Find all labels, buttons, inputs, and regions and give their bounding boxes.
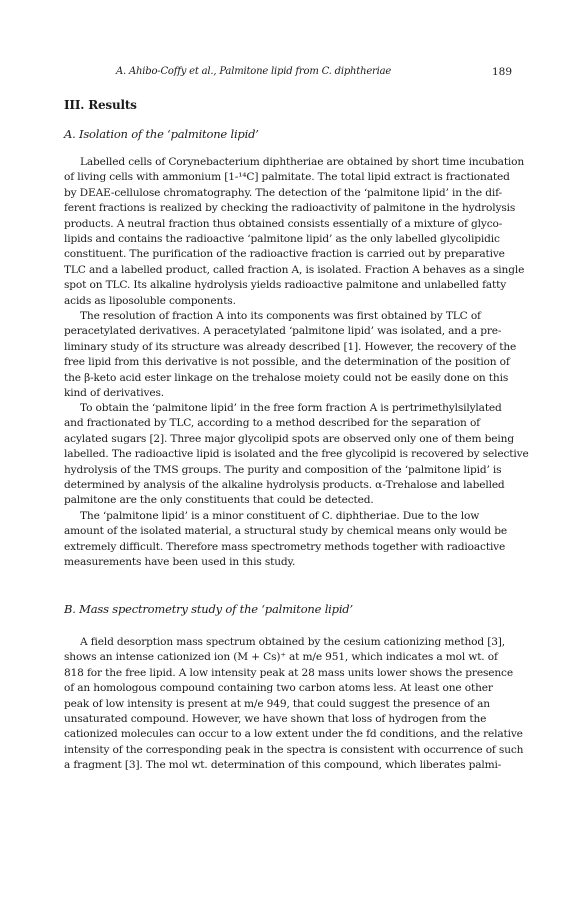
text-line: products. A neutral fraction thus obtained consists essentially of a mixture of glyco- xyxy=(64,217,503,230)
subsection-heading-mass-spectrometry: B. Mass spectrometry study of the ‘palmitone lipid’ xyxy=(64,602,353,616)
subsection-heading-isolation: A. Isolation of the ‘palmitone lipid’ xyxy=(64,127,259,141)
text-line: of an homologous compound containing two carbon atoms less. At least one other xyxy=(64,682,493,695)
text-line: constituent. The purification of the radioactive fraction is carried out by preparative xyxy=(64,248,505,261)
text-line: 818 for the free lipid. A low intensity peak at 28 mass units lower shows the presence xyxy=(64,666,513,679)
text-line: a fragment [3]. The mol wt. determination of this compound, which liberates palmi- xyxy=(64,759,502,772)
paragraph-minor-constituent xyxy=(64,509,524,571)
text-line: A field desorption mass spectrum obtained by the cesium cationizing method [3], xyxy=(80,636,505,648)
paragraph-field-desorption xyxy=(64,635,524,774)
text-line: measurements have been used in this study. xyxy=(64,556,296,569)
text-line: extremely difficult. Therefore mass spectrometry methods together with radioactive xyxy=(64,540,506,553)
text-line: palmitone are the only constituents that could be detected. xyxy=(64,494,374,507)
text-line: labelled. The radioactive lipid is isolated and the free glycolipid is recovered by selective xyxy=(64,448,529,461)
text-line: lipids and contains the radioactive ‘palmitone lipid’ as the only labelled glycolipidic xyxy=(64,232,500,245)
text-line: cationized molecules can occur to a low extent under the fd conditions, and the relative xyxy=(64,728,523,741)
text-line: free lipid from this derivative is not possible, and the determination of the position of xyxy=(64,356,510,369)
text-line: hydrolysis of the TMS groups. The purity and composition of the ‘palmitone lipid’ is xyxy=(64,463,502,476)
text-line: by DEAE-cellulose chromatography. The detection of the ‘palmitone lipid’ in the dif- xyxy=(64,186,502,199)
text-line: of living cells with ammonium [1-¹⁴C] palmitate. The total lipid extract is fractionated xyxy=(64,171,510,184)
running-head xyxy=(64,66,516,80)
paragraph-free-form xyxy=(64,401,529,509)
paragraph-labelled-cells xyxy=(64,155,524,309)
text-line: amount of the isolated material, a structural study by chemical means only would be xyxy=(64,525,508,538)
text-line: determined by analysis of the alkaline hydrolysis products. α-Trehalose and labelled xyxy=(64,478,505,491)
text-line: To obtain the ‘palmitone lipid’ in the free form fraction A is pertrimethylsilylated xyxy=(80,402,502,414)
text-line: Labelled cells of Corynebacterium diphtheriae are obtained by short time incubation xyxy=(80,156,525,168)
text-line: unsaturated compound. However, we have shown that loss of hydrogen from the xyxy=(64,712,487,725)
text-line: intensity of the corresponding peak in the spectra is consistent with occurrence of such xyxy=(64,743,524,756)
running-head-title: A. Ahibo-Coffy et al., Palmitone lipid from C. diphtheriae xyxy=(116,66,392,77)
text-line: liminary study of its structure was already described [1]. However, the recovery of the xyxy=(64,340,517,353)
page-number: 189 xyxy=(491,66,512,78)
text-line: peracetylated derivatives. A peracetylated ‘palmitone lipid’ was isolated, and a pre- xyxy=(64,325,502,338)
text-line: spot on TLC. Its alkaline hydrolysis yields radioactive palmitone and unlabelled fatty xyxy=(64,279,507,292)
text-line: shows an intense cationized ion (M + Cs)⁺ at m/e 951, which indicates a mol wt. of xyxy=(64,651,498,664)
text-line: peak of low intensity is present at m/e 949, that could suggest the presence of an xyxy=(64,697,490,710)
text-line: The resolution of fraction A into its components was first obtained by TLC of xyxy=(80,310,481,322)
text-line: acylated sugars [2]. Three major glycolipid spots are observed only one of them being xyxy=(64,432,514,445)
text-line: ferent fractions is realized by checking the radioactivity of palmitone in the hydrolysis xyxy=(64,202,516,215)
section-heading-results: III. Results xyxy=(64,98,137,112)
paragraph-resolution xyxy=(64,309,524,401)
text-line: and fractionated by TLC, according to a method described for the separation of xyxy=(64,417,480,430)
text-line: acids as liposoluble components. xyxy=(64,294,236,307)
text-line: kind of derivatives. xyxy=(64,386,164,399)
text-line: the β-keto acid ester linkage on the trehalose moiety could not be easily done on this xyxy=(64,371,509,384)
text-line: The ‘palmitone lipid’ is a minor constituent of C. diphtheriae. Due to the low xyxy=(80,510,480,522)
text-line: TLC and a labelled product, called fraction A, is isolated. Fraction A behaves as a single xyxy=(64,263,525,276)
